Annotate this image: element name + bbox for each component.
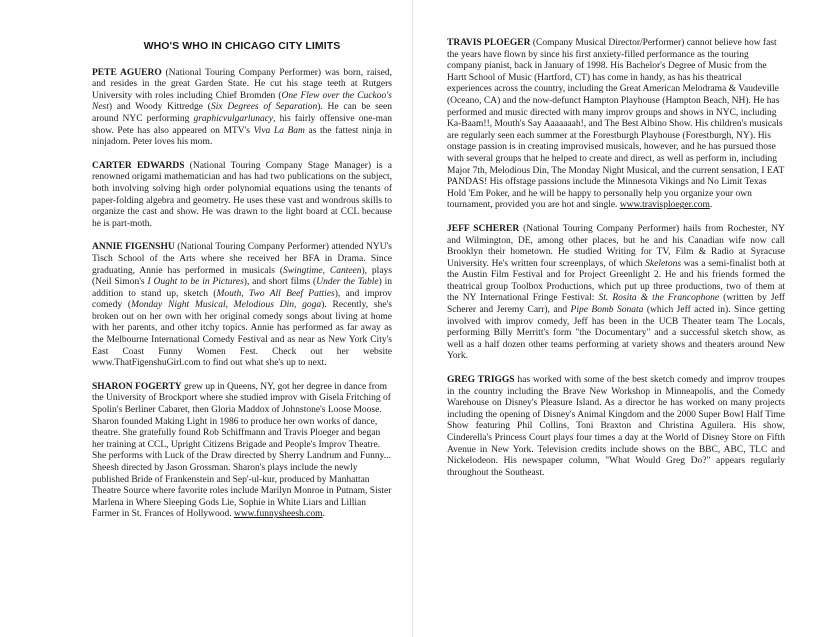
bio-name: ANNIE FIGENSHU xyxy=(92,242,175,253)
bio-name: TRAVIS PLOEGER xyxy=(447,38,531,48)
bio-greg-triggs: GREG TRIGGS has worked with some of the best sketch comedy and improv troupes in the country including the Brave New Workshop in Minneapolis, and the Comedy Warehouse on Disney's Pleasure Island. As a director he has worked on many projects including the opening of Disney's Animal Kingdom and the 2000 Super Bowl Half Time Show featuring Phil Collins, Toni Braxton and Christina Aguilera. His show, Cinderella's Princess Court plays four times a day at the World of Disney Store on Fifth Avenue in New York. Television credits include shows on the BBC, ABC, TLC and Nickelodeon. His newspaper column, "What Would Greg Do?" appears regularly throughout the Southeast. xyxy=(447,375,786,478)
bio-name: GREG TRIGGS xyxy=(447,375,515,386)
website-link[interactable]: www.funnysheesh.com xyxy=(233,509,323,520)
right-column xyxy=(447,38,785,491)
page-fold xyxy=(412,0,413,637)
bio-carter-edwards: CARTER EDWARDS (National Touring Company Stage Manager) is a renowned origami mathematician and has had two publications on the subject, both involving solving high order polynomial equations using the tenants of paper-folding algebra and geometry. He uses these vast and wondrous skills to organize the cast and show. He was drawn to the light board at CCL because he is part-moth. xyxy=(92,160,392,229)
bio-name: PETE AGUERO xyxy=(92,67,162,78)
bio-travis-ploeger: TRAVIS PLOEGER (Company Musical Director/Performer) cannot believe how fast the years have flown by since his first anxiety-filled performance as the touring company pianist, back in January of 1998. His Bachelor's Degree of Music from the Hartt School of Music (Hartford, CT) has come in handy, as has his theatrical experiences across the country, including the Great American Melodrama & Vaudeville (Oceano, CA) and the now-defunct Hampton Playhouse (Hampton Beach, NH). He has performed and music directed with many improv groups and shows in NYC, including Ka-Baam!!, Mouth's Say Aaaaaaah!, and The Best Albino Show. His children's musicals are regularly seen each summer at the Forestburgh Playhouse (Forestburgh, NY). His onstage passion is in creating improvised musicals, however, and he has pursued those with several groups that he helped to create and direct, as well as perform in, including Major 7th, Melodious Din, The Monday Night Musical, and the current sensation, I EAT PANDAS! His offstage passions include the Minnesota Vikings and No Limit Texas Hold 'Em Poker, and he will be happy to personally help you organize your own tournament, provided you are hot and single. www.travisploeger.com. xyxy=(447,38,785,211)
bio-name: CARTER EDWARDS xyxy=(92,160,185,171)
bio-annie-figenshu: ANNIE FIGENSHU (National Touring Company Performer) attended NYU's Tisch School of the Arts where she received her BFA in Drama. Since graduating, Annie has performed in musicals (Swingtime, Canteen), plays (Neil Simon's I Ought to be in Pictures), and short films (Under the Table) in addition to stand up, sketch (Mouth, Two All Beef Patties), and improv comedy (Monday Night Musical, Melodious Din, goga). Recently, she's broken out on her own with her original comedy songs about living at home with her parents, and other itchy topics. Annie has performed as far away as the Melbourne International Comedy Festival and as near as New York City's East Coast Funny Women Fest. Check out her website www.ThatFigenshuGirl.com to find out what she's up to next. xyxy=(92,242,393,369)
bio-sharon-fogerty: SHARON FOGERTY grew up in Queens, NY, got her degree in dance from the University of Brockport where she studied improv with Gisela Fritching of Spolin's Berliner Cabaret, then Gloria Maddox of Johnstone's Loose Moose. Sharon founded Making Light in 1986 to produce her own works of dance, theatre. She gratefully found Rob Schiffmann and Travis Ploeger and began her training at CCL, Upright Citizens Brigade and People's Improv Theatre. She performs with Luck of the Draw directed by Sherry Landrum and Funny... Sheesh directed by Jason Grossman. Sharon's plays include the newly published Bride of Frankenstein and Sep'-ul-kur, produced by Manhattan Theatre Source where favorite roles include Marilyn Monroe in Putnam, Sister Marlena in Where Sleeping Gods Lie, Sophie in White Liars and Lillian Farmer in St. Frances of Hollywood. www.funnysheesh.com. xyxy=(92,381,392,520)
website-link[interactable]: www.travisploeger.com xyxy=(619,200,710,211)
left-column xyxy=(92,38,392,533)
bio-jeff-scherer: JEFF SCHERER (National Touring Company Performer) hails from Rochester, NY and Wilmington, DE, among other places, but he and his Canadian wife now call Brooklyn their hometown. He studied Writing for TV, Film & Radio at Syracuse University. He's written four screenplays, of which Skeletons was a semi-finalist both at the Austin Film Festival and for Project Greenlight 2. He and his friends formed the theatrical group Toolbox Productions, which put up three productions, two of them at the NY International Fringe Festival: St. Rosita & the Francophone (written by Jeff Scherer and Jeremy Carr), and Pipe Bomb Sonata (which Jeff acted in). Since getting involved with improv comedy, Jeff has been in the UCB Theater team The Locals, performing Billy Merritt's form "the Documentary" and a successful sketch show, as well as a half dozen other teams performing at variety shows and theaters around New York. xyxy=(447,223,785,362)
bio-pete-aguero: PETE AGUERO (National Touring Company Performer) was born, raised, and resides in the great Garden State. He cut his stage teeth at Rutgers University with roles including Chief Bromden (One Flew over the Cuckoo's Nest) and Woody Kittredge (Six Degrees of Separation). He can be seen around NYC performing graphicvulgarlunacy, his fairly offensive one-man show. Pete has also appeared on MTV's Viva La Bam as the fattest ninja in ninjadom. Peter loves his mom. xyxy=(92,67,392,148)
page-title: WHO'S WHO IN CHICAGO CITY LIMITS xyxy=(143,40,341,52)
bio-name: SHARON FOGERTY xyxy=(92,381,182,392)
bio-name: JEFF SCHERER xyxy=(447,223,520,234)
